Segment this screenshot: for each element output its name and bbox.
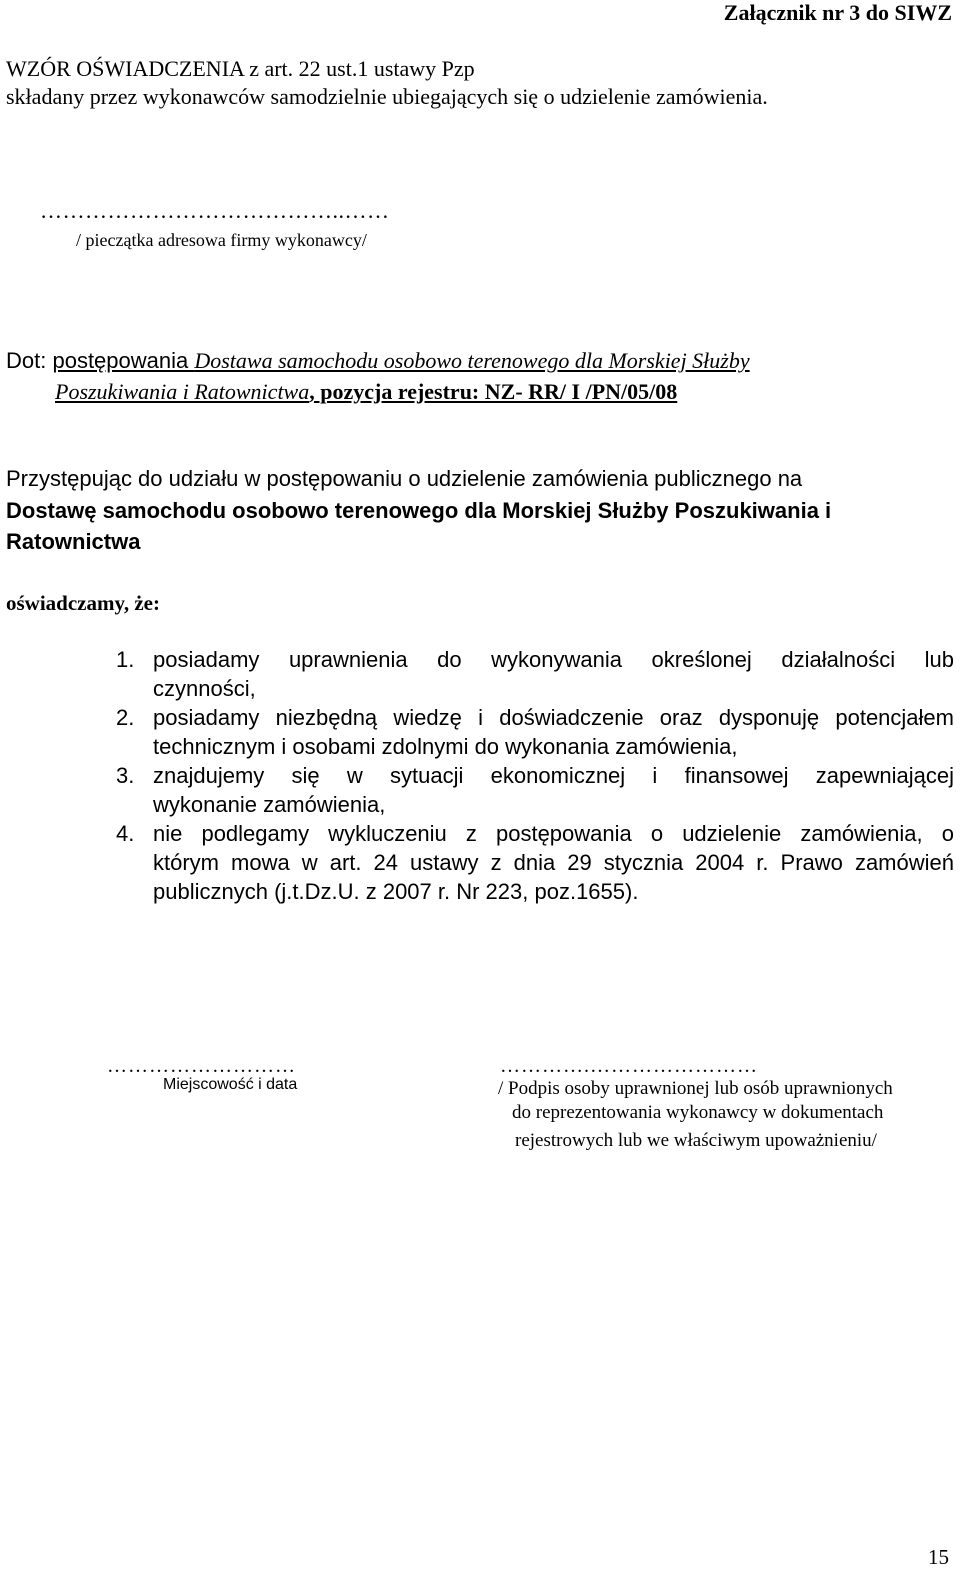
list-item-line: publicznych (j.t.Dz.U. z 2007 r. Nr 223, poz.1655). [153, 879, 639, 904]
list-item-line: nie podlegamy wykluczeniu z postępowania o udzielenie zamówienia, o [153, 821, 954, 846]
document-title: WZÓR OŚWIADCZENIA z art. 22 ust.1 ustawy Pzp [6, 56, 475, 81]
list-item [116, 761, 954, 819]
list-item-line: znajdujemy się w sytuacji ekonomicznej i finansowej zapewniającej [153, 763, 954, 788]
subject-registry: , pozycja rejestru: NZ- RR/ I /PN/05/08 [309, 379, 678, 404]
stamp-dotted-line: …………………………………..…… [40, 198, 390, 223]
stamp-label: / pieczątka adresowa firmy wykonawcy/ [76, 230, 367, 250]
list-item-line: czynności, [153, 676, 256, 701]
declaration-heading: oświadczamy, że: [6, 591, 160, 615]
annex-label: Załącznik nr 3 do SIWZ [723, 0, 952, 25]
list-item [116, 819, 954, 906]
subject-line-1 [6, 348, 750, 374]
list-item-number: 3. [116, 763, 135, 788]
list-item-line: technicznym i osobami zdolnymi do wykonania zamówienia, [153, 734, 738, 759]
intro-line-3: Ratownictwa [6, 529, 141, 554]
intro-line-2: Dostawę samochodu osobowo terenowego dla Morskiej Służby Poszukiwania i [6, 498, 832, 523]
list-item [116, 703, 954, 761]
list-item-line: którym mowa w art. 24 ustawy z dnia 29 stycznia 2004 r. Prawo zamówień [153, 850, 954, 875]
intro-line-1: Przystępując do udziału w postępowaniu o udzielenie zamówienia publicznego na [6, 466, 803, 491]
subject-prefix: Dot: [6, 348, 53, 373]
list-item [116, 645, 954, 703]
signature-label-line-1: / Podpis osoby uprawnionej lub osób uprawnionych [498, 1078, 893, 1099]
place-date-dotted-line: ……………………… [107, 1055, 296, 1077]
list-item-number: 4. [116, 821, 135, 846]
list-item-number: 1. [116, 647, 135, 672]
list-item-number: 2. [116, 705, 135, 730]
signature-dotted-line: ………….…………………… [500, 1055, 758, 1077]
declaration-list [116, 645, 954, 906]
subject-line-2 [55, 379, 677, 405]
signature-label-line-2: do reprezentowania wykonawcy w dokumentach [512, 1102, 884, 1123]
place-date-label: Miejscowość i data [163, 1076, 298, 1093]
list-item-line: wykonanie zamówienia, [153, 792, 386, 817]
subject-title-2: Poszukiwania i Ratownictwa [55, 379, 310, 404]
list-item-line: posiadamy niezbędną wiedzę i doświadczenie oraz dysponuję potencjałem [153, 705, 954, 730]
document-subtitle: składany przez wykonawców samodzielnie ubiegających się o udzielenie zamówienia. [6, 84, 768, 109]
signature-label-line-3: rejestrowych lub we właściwym upoważnieniu/ [515, 1130, 877, 1151]
subject-procedure: postępowania [52, 348, 195, 373]
page-number: 15 [928, 1545, 949, 1569]
list-item-line: posiadamy uprawnienia do wykonywania określonej działalności lub [153, 647, 954, 672]
subject-title-1: Dostawa samochodu osobowo terenowego dla Morskiej Służby [194, 348, 750, 373]
